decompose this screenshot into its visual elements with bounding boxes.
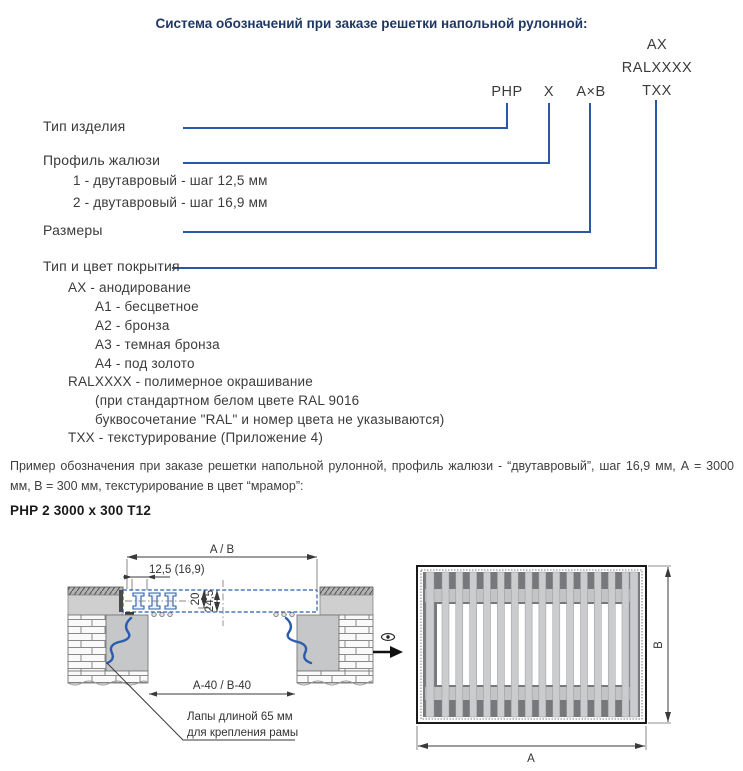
coating-option-a3: А3 - темная бронза [95,337,220,352]
coating-option-a1: А1 - бесцветное [95,299,199,314]
branch-label-type: Тип изделия [43,118,126,134]
dim-pitch-label: 12,5 (16,9) [149,564,205,576]
code-coating-ax: AX [646,37,668,53]
code-profile: X [543,84,555,100]
profile-option-2: 2 - двутавровый - шаг 16,9 мм [73,195,268,210]
dim-b-label: B [653,641,665,649]
view-direction-eye-icon [382,634,395,641]
wall-right [297,615,373,685]
note-line1: Лапы длиной 65 мм [187,711,293,723]
dim-a-label: A [527,753,535,765]
mounting-feet [125,612,294,622]
example-order-code: PHP 2 3000 x 300 T12 [10,503,152,518]
note-line2: для крепления рамы [187,727,299,739]
dim-opening-group [149,680,295,697]
branch-label-profile: Профиль жалюзи [43,152,161,168]
section-view-drawing [27,542,405,771]
code-size: A×B [576,84,606,100]
profile-option-1: 1 - двутавровый - шаг 12,5 мм [73,173,268,188]
coating-option-a4: А4 - под золото [95,356,195,371]
example-paragraph: Пример обозначения при заказе решетки напольной рулонной, профиль жалюзи - “двутавровый”, шаг 16,9 мм, А = 3000 мм, В = 300 мм, текстурирование в цвет “мрамор”: [10,459,734,493]
dim-a-group [417,726,646,765]
code-coating-txx: TXX [642,83,672,99]
channel-end-cap [119,590,123,612]
dim-span-label: A / B [209,544,235,556]
page-title: Система обозначений при заказе решетки напольной рулонной: [155,16,588,31]
dim-depth-inner-label: 20 [190,592,202,606]
branch-label-coating: Тип и цвет покрытия [43,258,180,274]
dim-depth-outer-label: 24,5 [204,589,216,613]
code-coating-ral: RALXXXX [621,60,693,76]
coating-option-a2: А2 - бронза [95,318,170,333]
coating-option-ral-note2: буквосочетание "RAL" и номер цвета не указываются) [95,412,445,427]
wall-left [68,615,148,685]
dim-b-group [648,566,671,723]
floor-right [320,587,373,615]
branch-label-size: Размеры [43,222,103,238]
coating-option-ral-note1: (при стандартном белом цвете RAL 9016 [95,393,360,408]
dim-opening-label: А-40 / В-40 [192,680,252,692]
coating-option-ral: RALXXXX - полимерное окрашивание [68,374,313,389]
dim-pitch-group [123,564,205,590]
plan-view-drawing [400,542,743,771]
floor-left [68,587,123,615]
coating-option-ax: AX - анодирование [68,280,192,295]
code-type: PHP [491,84,523,100]
coating-option-txx: ТХХ - текстурирование (Приложение 4) [68,430,324,445]
view-direction-arrow-icon [373,646,403,658]
